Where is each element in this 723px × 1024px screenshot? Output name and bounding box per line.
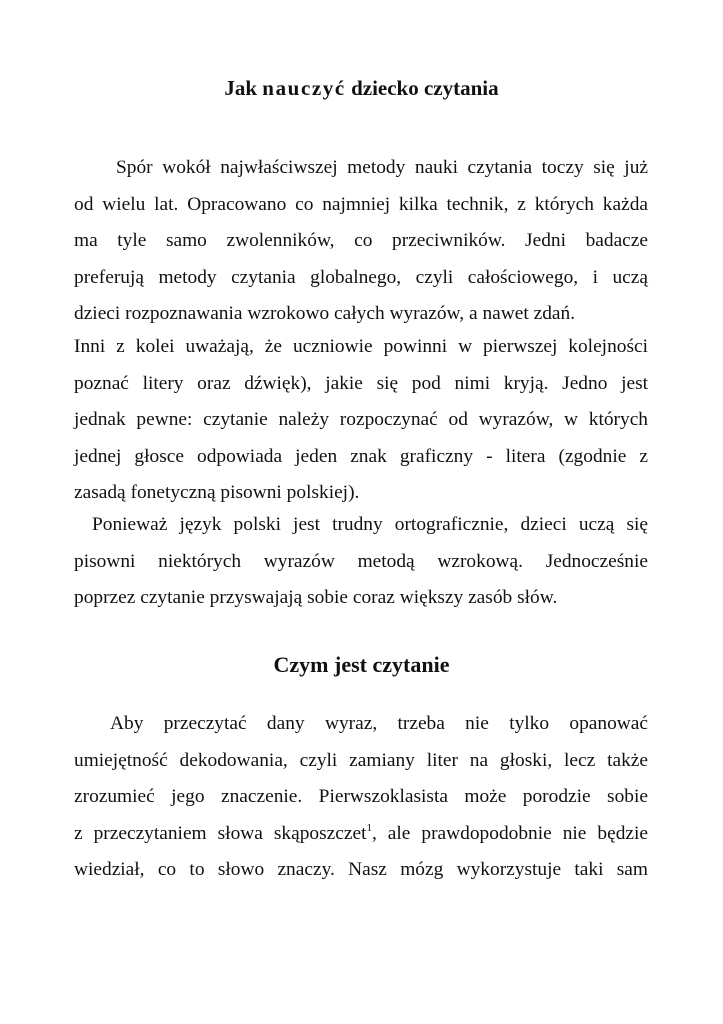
text-line: zasadą fonetyczną pisowni polskiej). xyxy=(74,482,360,503)
document-title xyxy=(0,76,723,101)
text-line: umiejętność dekodowania, czyli zamiany liter na głoski, lecz także xyxy=(74,749,648,771)
paragraph-4 xyxy=(74,706,648,889)
text-line: jednak pewne: czytanie należy rozpoczynać od wyrazów, w których xyxy=(74,409,648,430)
text-line: dzieci rozpoznawania wzrokowo całych wyrazów, a nawet zdań. xyxy=(74,303,576,324)
text-line: preferują metody czytania globalnego, czyli całościowego, i uczą xyxy=(74,266,648,288)
text-line: od wielu lat. Opracowano co najmniej kilka technik, z których każda xyxy=(74,193,648,215)
text-line: ma tyle samo zwolenników, co przeciwników. Jedni badacze xyxy=(74,230,648,251)
paragraph-2 xyxy=(74,329,648,512)
text-line: poprzez czytanie przyswajają sobie coraz większy zasób słów. xyxy=(74,587,558,608)
text-line: Aby przeczytać dany wyraz, trzeba nie tylko opanować xyxy=(110,713,648,734)
title-part-3: dziecko czytania xyxy=(345,76,499,100)
text-line: pisowni niektórych wyrazów metodą wzrokową. Jednocześnie xyxy=(74,550,648,572)
text-line-with-footnote xyxy=(74,816,648,853)
footnote-reference[interactable]: 1 xyxy=(366,821,372,834)
text-line: Spór wokół najwłaściwszej metody nauki czytania toczy się już xyxy=(116,157,648,178)
title-part-2: nauczyć xyxy=(262,76,346,100)
text-fragment: z przeczytaniem słowa skąposzczet xyxy=(74,822,367,844)
text-line: poznać litery oraz dźwięk), jakie się pod nimi kryją. Jedno jest xyxy=(74,372,648,394)
paragraph-1 xyxy=(74,150,648,333)
paragraph-3 xyxy=(74,507,648,617)
section-heading: Czym jest czytanie xyxy=(273,652,450,677)
text-line: wiedział, co to słowo znaczy. Nasz mózg wykorzystuje taki sam xyxy=(74,859,648,880)
text-line: zrozumieć jego znaczenie. Pierwszoklasista może porodzie sobie xyxy=(74,786,648,807)
title-part-1: Jak xyxy=(224,76,263,100)
text-line: Inni z kolei uważają, że uczniowie powinni w pierwszej kolejności xyxy=(74,336,648,357)
text-line: Ponieważ język polski jest trudny ortograficznie, dzieci uczą się xyxy=(92,514,648,535)
text-fragment: , ale prawdopodobnie nie będzie xyxy=(371,822,648,844)
text-line: jednej głosce odpowiada jeden znak graficzny - litera (zgodnie z xyxy=(74,445,648,467)
